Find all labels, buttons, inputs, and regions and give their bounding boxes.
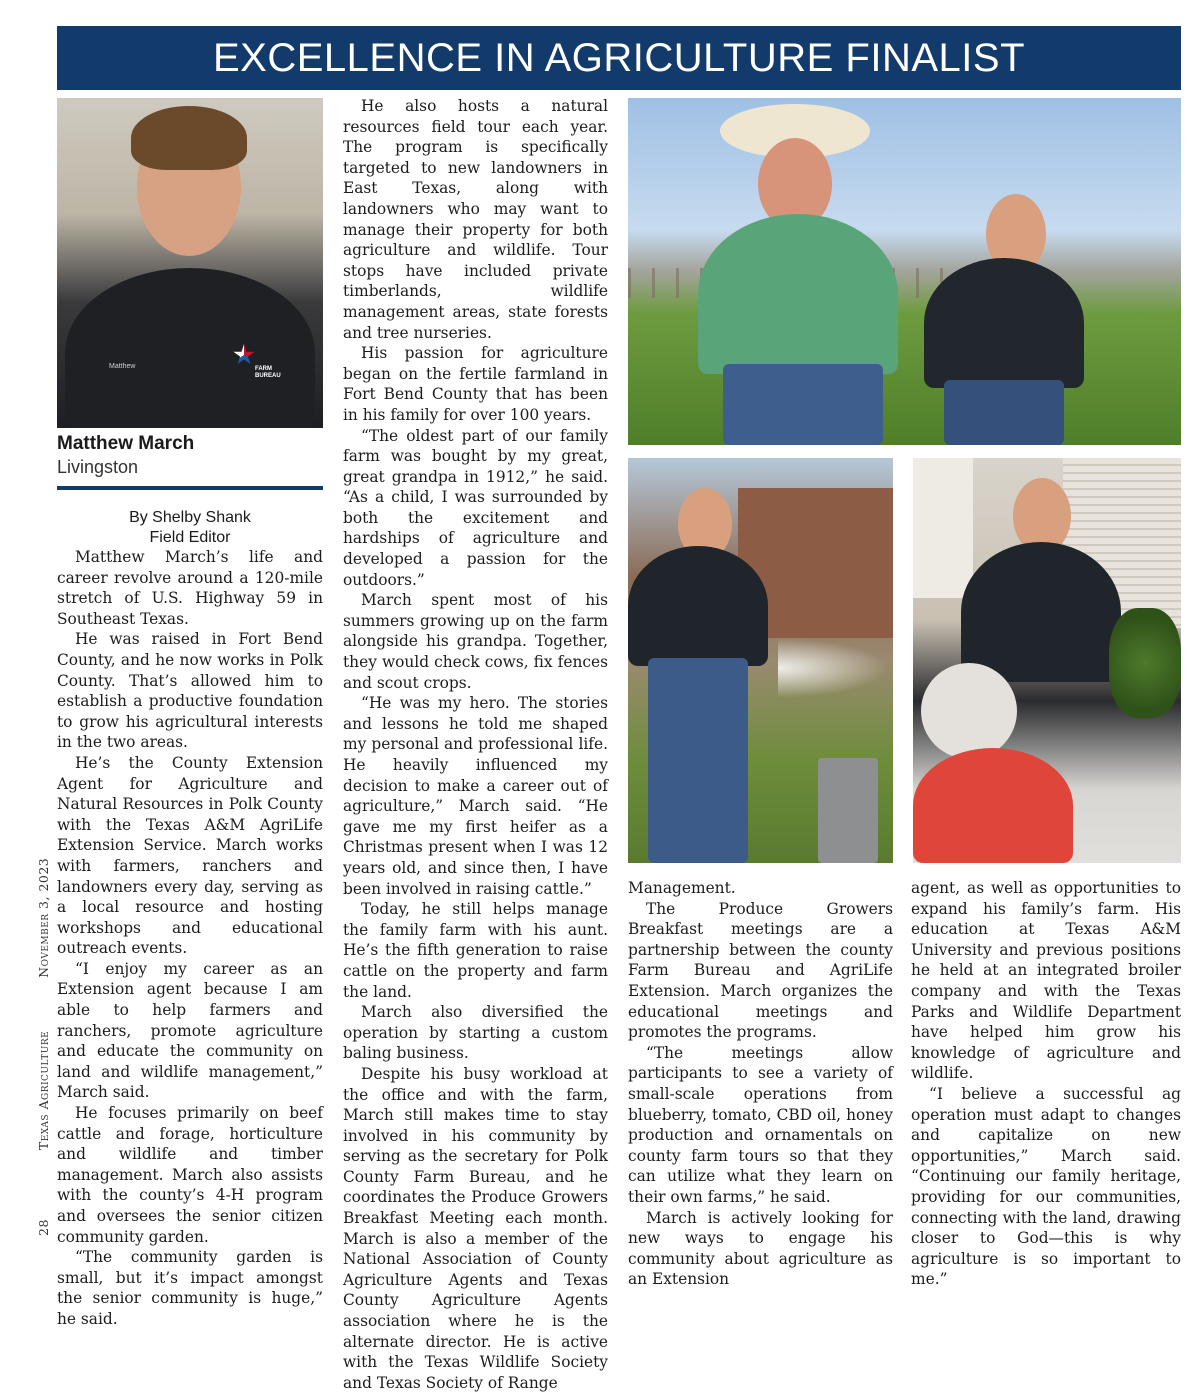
profile-block [57, 433, 323, 478]
paragraph: His passion for agriculture began on the fertile farmland in Fort Bend County that has been in his family for over 100 years. [343, 344, 608, 424]
photo-speaking-meeting [913, 458, 1181, 863]
hose-spray [778, 638, 888, 698]
paragraph: “The community garden is small, but it’s impact amongst the senior community is huge,” he said. [57, 1248, 323, 1328]
paragraph: Matthew March’s life and career revolve around a 120-mile stretch of U.S. Highway 59 in Southeast Texas. [57, 548, 323, 628]
byline-role: Field Editor [149, 529, 231, 546]
screen [913, 458, 973, 598]
paragraph: “The oldest part of our family farm was bought by my great, great grandpa in 1912,” he said. “As a child, I was surrounded by both the excitement and hardships of agriculture and developed a passion for the outdoors.” [343, 426, 608, 589]
paragraph: He also hosts a natural resources field tour each year. The program is specifically targeted to new landowners in East Texas, along with landowners who may want to manage their property for both agriculture and wildlife. Tour stops have included private timberlands, wildlife management areas, state forests and tree nurseries. [343, 97, 608, 342]
paragraph: agent, as well as opportunities to expand his family’s farm. His education at Texas A&M University and previous positions he held at an integrated broiler company and with the Texas Parks and Wildlife Department have helped him grow his knowledge of agriculture and wildlife. [911, 879, 1181, 1083]
paragraph: He’s the County Extension Agent for Agriculture and Natural Resources in Polk County with the Texas A&M AgriLife Extension Service. March works with farmers, ranchers and landowners every day, serving as a local resource and hosting workshops and educational outreach events. [57, 753, 323, 958]
man-jeans [648, 658, 748, 863]
paragraph: Despite his busy workload at the office and with the farm, March still makes time to stay involved in his community by serving as the secretary for Polk County Farm Bureau, and he coordinates the Produce Growers Breakfast Meeting each month. March is also a member of the National Association of County Agriculture Agents and Texas County Agriculture Agents association where he is the alternate director. He is active with the Texas Wildlife Society and Texas Society of Range [343, 1064, 608, 1392]
profile-location: Livingston [57, 457, 139, 477]
article-column-2 [343, 96, 608, 1393]
man-shirt [628, 546, 768, 666]
portrait-shirt-name: Matthew [109, 363, 136, 370]
plant [1109, 608, 1181, 718]
section-banner [57, 26, 1181, 90]
trash-can [818, 758, 878, 863]
paragraph: “I enjoy my career as an Extension agent because I am able to help farmers and ranchers, promote agriculture and educate the community on land and wildlife management,” March said. [57, 959, 323, 1102]
paragraph: He focuses primarily on beef cattle and forage, horticulture and wildlife and timber management. March also assists with the county’s 4-H program and oversees the senior citizen community garden. [57, 1104, 323, 1246]
page-number: 28 [36, 1219, 51, 1236]
paragraph: March is actively looking for new ways to engage his community about agriculture as an Extension [628, 1208, 893, 1289]
photo-watering-garden [628, 458, 893, 863]
profile-name: Matthew March [57, 433, 195, 454]
paragraph: Management. [628, 879, 736, 897]
profile-divider [57, 486, 323, 490]
paragraph: Today, he still helps manage the family farm with his aunt. He’s the fifth generation to raise cattle on the property and farm the land. [343, 900, 608, 1001]
older-man-jeans [723, 364, 883, 445]
seated-woman-hair [921, 663, 1017, 759]
issue-date: November 3, 2023 [36, 857, 51, 978]
paragraph: “The meetings allow participants to see a variety of small-scale operations from blueberry, tomato, CBD oil, honey production and ornamentals on county farm tours so that they can utilize what they learn on their own farms,” he said. [628, 1043, 893, 1206]
portrait-hair [131, 106, 247, 170]
paragraph: The Produce Growers Breakfast meetings are a partnership between the county Farm Bureau and AgriLife Extension. March organizes the educational meetings and promotes the programs. [628, 899, 893, 1042]
portrait-photo [57, 98, 323, 428]
paragraph: March also diversified the operation by starting a custom baling business. [343, 1003, 608, 1063]
paragraph: He was raised in Fort Bend County, and he now works in Polk County. That’s allowed him to establish a productive foundation to grow his agricultural interests in the two areas. [57, 630, 323, 752]
page-footer-vertical [36, 858, 51, 1236]
article-column-3 [628, 878, 893, 1290]
byline-author: By Shelby Shank [129, 509, 251, 526]
paragraph: March spent most of his summers growing up on the farm alongside his grandpa. Together, they would check cows, fix fences and scout crops. [343, 591, 608, 692]
paragraph: “I believe a successful ag operation must adapt to changes and capitalize on new opportunities,” March said. “Continuing our family heritage, providing for our communities, connecting with the land, drawing closer to God—this is why agriculture is so important to me.” [911, 1084, 1181, 1289]
byline [57, 508, 323, 548]
photo-two-men-pasture [628, 98, 1181, 445]
paragraph: “He was my hero. The stories and lessons he told me shaped my personal and professional life. He heavily influenced my decision to make a career out of agriculture,” March said. “He gave me my first heifer as a Christmas present when I was 12 years old, and since then, I have been involved in raising cattle.” [343, 694, 608, 898]
seated-woman-shirt [913, 748, 1073, 863]
banner-title: EXCELLENCE IN AGRICULTURE FINALIST [213, 35, 1025, 80]
article-column-4 [911, 878, 1181, 1290]
younger-man-shirt [924, 258, 1084, 388]
portrait-shirt [65, 268, 315, 428]
portrait-shirt-logo: FARM BUREAU [255, 366, 281, 379]
article-column-1 [57, 547, 323, 1330]
publication-name: Texas Agriculture [36, 1030, 51, 1151]
speaker-shirt [961, 542, 1121, 682]
younger-man-jeans [944, 380, 1064, 445]
older-man-shirt [698, 214, 898, 374]
